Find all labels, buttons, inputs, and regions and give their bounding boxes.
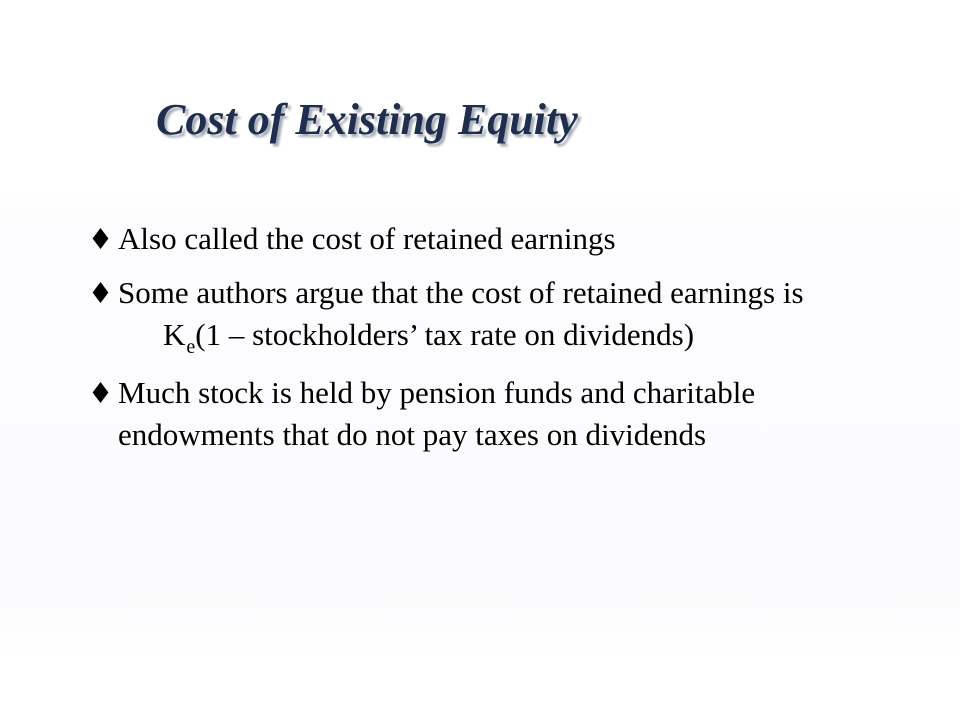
bullet-list <box>90 218 850 468</box>
formula-subscript: e <box>186 336 196 358</box>
bullet-item <box>90 372 850 456</box>
bullet-text: Much stock is held by pension funds and charitable endowments that do not pay taxes on dividends <box>118 375 756 452</box>
bullet-text: Some authors argue that the cost of retained earnings is <box>118 275 804 310</box>
slide-title: Cost of Existing Equity <box>156 95 578 144</box>
bullet-item <box>90 218 850 260</box>
formula-rest: (1 – stockholders’ tax rate on dividends) <box>195 317 695 352</box>
diamond-bullet-icon <box>93 282 109 303</box>
formula <box>118 314 850 360</box>
diamond-bullet-icon <box>93 382 109 403</box>
bullet-text: Also called the cost of retained earnings <box>118 221 616 256</box>
bullet-item <box>90 272 850 360</box>
diamond-bullet-icon <box>93 228 109 249</box>
formula-symbol: K <box>163 317 186 352</box>
